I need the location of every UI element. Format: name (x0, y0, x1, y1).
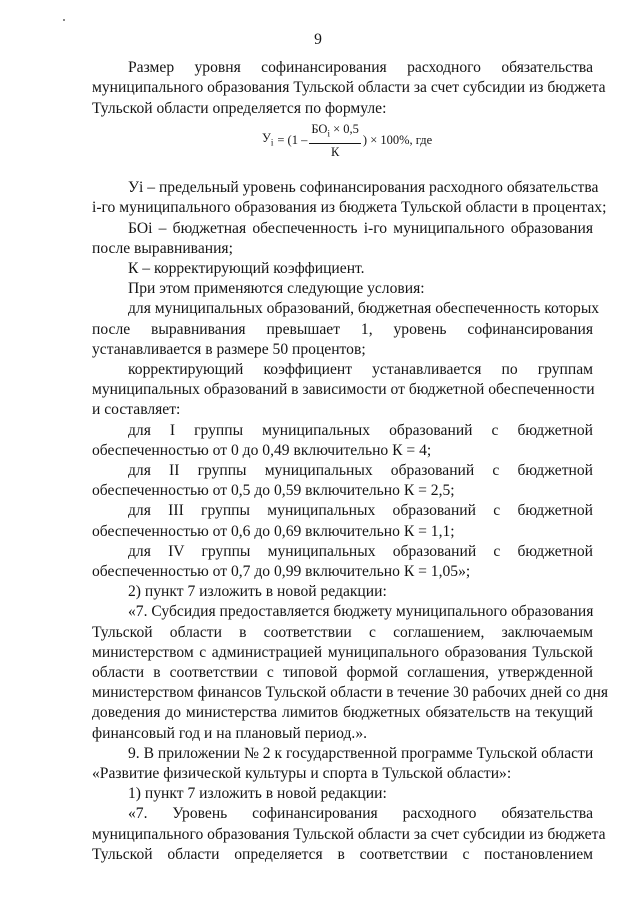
text-line: для III группы муниципальных образований с бюджетной (128, 502, 593, 519)
cofinancing-formula (262, 122, 432, 160)
text-line: финансовый год и на плановый период.». (92, 725, 368, 742)
text-line: «7. Уровень софинансирования расходного обязательства (128, 805, 593, 822)
text-line: обеспеченностью от 0,6 до 0,69 включительно К = 1,1; (92, 523, 455, 540)
text-line: муниципальных образований в зависимости от бюджетной обеспеченности (92, 381, 595, 398)
text-line: 2) пункт 7 изложить в новой редакции: (128, 583, 387, 600)
text-line: «7. Субсидия предоставляется бюджету муниципального образования (128, 603, 594, 620)
text-line: Тульской области в соответствии с соглашением, заключаемым (92, 624, 593, 641)
scan-speck (63, 19, 65, 21)
text-line: муниципального образования Тульской области за счет субсидии из бюджета (92, 826, 606, 843)
text-line: Тульской области определяется в соответствии с постановлением (92, 846, 593, 863)
text-line: области в соответствии с типовой формой соглашения, утвержденной (92, 664, 593, 681)
text-line: министерством с администрацией муниципального образования Тульской (92, 644, 593, 661)
text-line: 9. В приложении № 2 к государственной программе Тульской области (128, 745, 594, 762)
text-line: Размер уровня софинансирования расходного обязательства (128, 59, 593, 76)
text-line: для II группы муниципальных образований с бюджетной (128, 462, 593, 479)
text-line: муниципального образования Тульской области за счет субсидии из бюджета (92, 79, 606, 96)
text-line: обеспеченностью от 0,7 до 0,99 включительно К = 1,05»; (92, 563, 471, 580)
text-line: К – корректирующий коэффициент. (128, 260, 365, 277)
formula-numerator: $БО_i \times 0,5$ (309, 122, 361, 144)
text-line: 1) пункт 7 изложить в новой редакции: (128, 785, 387, 802)
formula-before: = (1 – (277, 133, 308, 148)
text-line: При этом применяются следующие условия: (128, 280, 425, 297)
text-line: БОi – бюджетная обеспеченность i-го муниципального образования (128, 220, 593, 237)
formula-denominator: К (330, 144, 340, 159)
formula-fraction (309, 122, 361, 160)
text-line: для IV группы муниципальных образований с бюджетной (128, 543, 593, 560)
text-line: для муниципальных образований, бюджетная обеспеченность которых (128, 300, 600, 317)
text-line: i-го муниципального образования из бюджета Тульской области в процентах; (92, 199, 607, 216)
text-line: корректирующий коэффициент устанавливается по группам (128, 361, 593, 378)
text-line: устанавливается в размере 50 процентов; (92, 341, 366, 358)
formula-lhs: $У_i$ (262, 131, 274, 148)
text-line: обеспеченностью от 0 до 0,49 включительно К = 4; (92, 442, 432, 459)
text-line: доведения до министерства лимитов бюджетных обязательств на текущий (92, 704, 593, 721)
text-line: после выравнивания превышает 1, уровень софинансирования (92, 321, 593, 338)
text-line: для I группы муниципальных образований с бюджетной (128, 422, 593, 439)
text-line: Уi – предельный уровень софинансирования расходного обязательства (128, 179, 599, 196)
text-line: обеспеченностью от 0,5 до 0,59 включительно К = 2,5; (92, 482, 455, 499)
text-line: и составляет: (92, 401, 181, 418)
text-line: министерством финансов Тульской области в течение 30 рабочих дней со дня (92, 684, 608, 701)
text-line: после выравнивания; (92, 240, 233, 257)
formula-after: ) × 100%, где (362, 133, 433, 148)
text-line: Тульской области определяется по формуле: (92, 100, 387, 117)
text-line: «Развитие физической культуры и спорта в Тульской области»: (92, 765, 512, 782)
page-number: 9 (314, 31, 322, 48)
